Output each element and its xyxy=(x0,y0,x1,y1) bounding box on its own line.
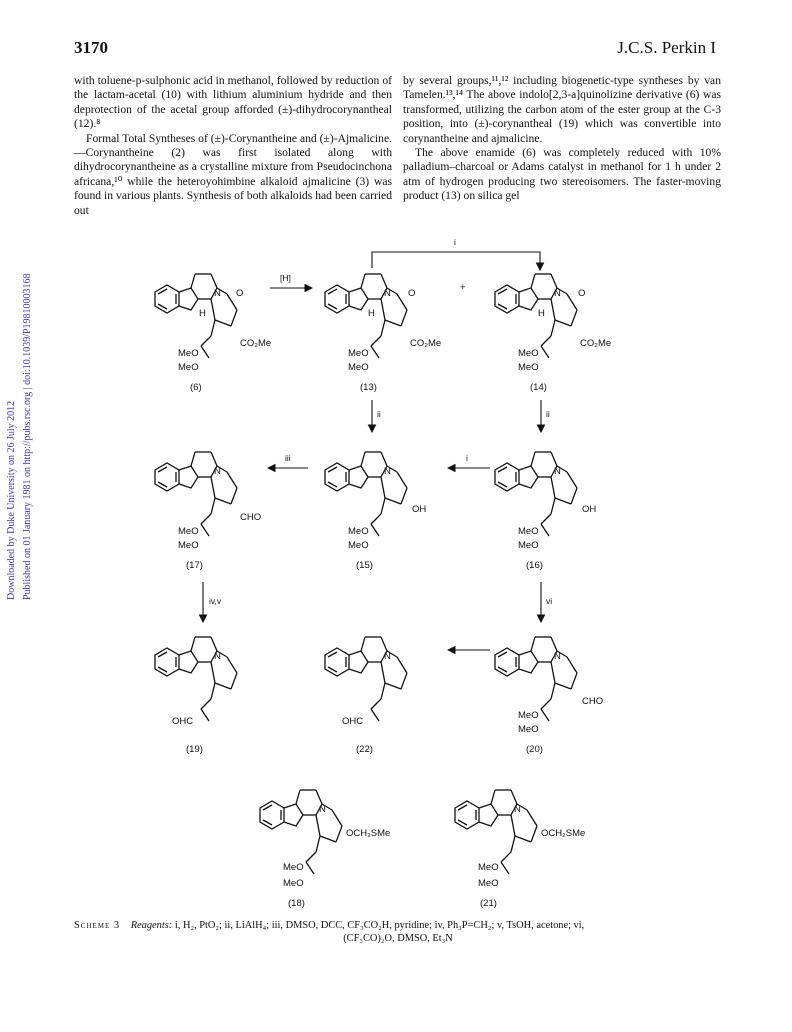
atom-OCH2SMe: OCH₂SMe xyxy=(346,828,391,839)
atom-N: N xyxy=(384,288,391,299)
atom-OH: OH xyxy=(582,504,597,515)
reagent-label: ii xyxy=(377,409,381,419)
compound-label: (20) xyxy=(526,744,543,755)
structure-13 xyxy=(325,274,407,358)
atom-MeO: MeO xyxy=(348,540,369,551)
compound-label: (22) xyxy=(356,744,373,755)
compound-label: (17) xyxy=(186,560,203,571)
atom-O: O xyxy=(236,288,244,299)
atom-CO2Me: CO₂Me xyxy=(410,338,442,349)
atom-H: H xyxy=(538,308,545,319)
reaction-arrow xyxy=(372,252,540,270)
atom-MeO: MeO xyxy=(518,362,539,373)
structure-22 xyxy=(325,637,407,721)
reagent-label: i xyxy=(454,237,456,247)
atom-O: O xyxy=(408,288,416,299)
atom-MeO: MeO xyxy=(348,526,369,537)
reagent-label: [H] xyxy=(280,273,291,283)
reagent-label: i xyxy=(466,453,468,463)
compound-label: (6) xyxy=(190,382,202,393)
atom-MeO: MeO xyxy=(348,362,369,373)
caption-line-2: (CF₃CO)₂O, DMSO, Et₃N xyxy=(343,932,453,944)
compound-label: (15) xyxy=(356,560,373,571)
compound-label: (13) xyxy=(360,382,377,393)
atom-MeO: MeO xyxy=(518,710,539,721)
paragraph: by several groups,¹¹,¹² including biogenetic-type syntheses by van Tamelen.¹³,¹⁴ The above indolo[2,3-a]quinolizine derivative (6) was transformed, utilizing the carbon atom of the ester group at the C-3 position, into (±)-corynantheal (19) which was convertible into corynantheine and ajmalicine. xyxy=(403,74,721,145)
atom-OH: OH xyxy=(412,504,427,515)
atom-N: N xyxy=(214,651,221,662)
atom-MeO: MeO xyxy=(478,878,499,889)
journal-title: J.C.S. Perkin I xyxy=(617,38,716,57)
compound-label: (18) xyxy=(288,898,305,909)
caption-reagents-word: Reagents: xyxy=(130,920,173,931)
atom-MeO: MeO xyxy=(348,348,369,359)
atom-N: N xyxy=(319,804,326,815)
compound-label: (16) xyxy=(526,560,543,571)
page-number: 3170 xyxy=(74,38,108,57)
compound-label: (21) xyxy=(480,898,497,909)
doi-link[interactable]: Published on 01 January 1981 on http://pubs.rsc.org | doi:10.1039/P19810003168 xyxy=(22,273,33,600)
atom-N: N xyxy=(514,804,521,815)
paragraph: with toluene-p-sulphonic acid in methanol, followed by reduction of the lactam-acetal (10) with lithium aluminium hydride and then deprotection of the acetal group afforded (±)-dihydrocorynantheal (12).⁸ xyxy=(74,74,392,131)
atom-MeO: MeO xyxy=(518,540,539,551)
structure-19 xyxy=(155,637,237,721)
atom-MeO: MeO xyxy=(178,540,199,551)
atom-N: N xyxy=(384,651,391,662)
atom-MeO: MeO xyxy=(178,526,199,537)
atom-MeO: MeO xyxy=(178,348,199,359)
atom-N: N xyxy=(214,288,221,299)
atom-MeO: MeO xyxy=(518,348,539,359)
plus-sign: + xyxy=(460,282,466,293)
atom-CHO: CHO xyxy=(582,696,604,707)
structure-16 xyxy=(495,452,577,536)
atom-N: N xyxy=(384,466,391,477)
caption-line-1: i, H₂, PtO₂; ii, LiAlH₄; iii, DMSO, DCC, CF₃CO₂H, pyridine; iv, Ph₃P=CH₂; v, TsOH, acetone; vi, xyxy=(174,920,585,931)
atom-OHC: OHC xyxy=(342,716,364,727)
atom-MeO: MeO xyxy=(518,724,539,735)
atom-OCH2SMe: OCH₂SMe xyxy=(541,828,586,839)
paragraph: Formal Total Syntheses of (±)-Corynantheine and (±)-Ajmalicine.—Corynantheine (2) was first isolated along with dihydrocorynantheine as a crystalline mixture from Pseudocinchona africana,¹⁰ while the heteroyohimbine alkaloid ajmalicine (3) was found in various plants. Synthesis of both alkaloids had been carried out xyxy=(74,131,392,217)
atom-OHC: OHC xyxy=(172,716,194,727)
structure-14 xyxy=(495,274,577,358)
atom-MeO: MeO xyxy=(478,862,499,873)
structure-17 xyxy=(155,452,237,536)
compound-label: (14) xyxy=(530,382,547,393)
atom-H: H xyxy=(199,308,206,319)
atom-N: N xyxy=(554,288,561,299)
paragraph: The above enamide (6) was completely reduced with 10% palladium–charcoal or Adams catalyst in methanol for 1 h under 2 atm of hydrogen producing two stereoisomers. The faster-moving product (13) on silica gel xyxy=(403,146,721,203)
atom-MeO: MeO xyxy=(283,878,304,889)
atom-MeO: MeO xyxy=(283,862,304,873)
atom-N: N xyxy=(214,466,221,477)
atom-MeO: MeO xyxy=(518,526,539,537)
reagent-label: iv,v xyxy=(209,596,222,606)
atom-O: O xyxy=(578,288,586,299)
atom-N: N xyxy=(554,466,561,477)
reagent-label: ii xyxy=(546,409,550,419)
atom-H: H xyxy=(368,308,375,319)
atom-MeO: MeO xyxy=(178,362,199,373)
compound-label: (19) xyxy=(186,744,203,755)
atom-CO2Me: CO₂Me xyxy=(240,338,272,349)
structure-15 xyxy=(325,452,407,536)
caption-label: Scheme 3 xyxy=(74,920,121,931)
download-notice: Downloaded by Duke University on 26 July 2012 xyxy=(6,400,17,600)
structure-6 xyxy=(155,274,237,358)
scheme-caption xyxy=(74,920,722,945)
reagent-label: vi xyxy=(546,596,553,606)
structure-20 xyxy=(495,637,577,721)
reagent-label: iii xyxy=(285,453,291,463)
atom-N: N xyxy=(554,651,561,662)
atom-CHO: CHO xyxy=(240,512,262,523)
atom-CO2Me: CO₂Me xyxy=(580,338,612,349)
